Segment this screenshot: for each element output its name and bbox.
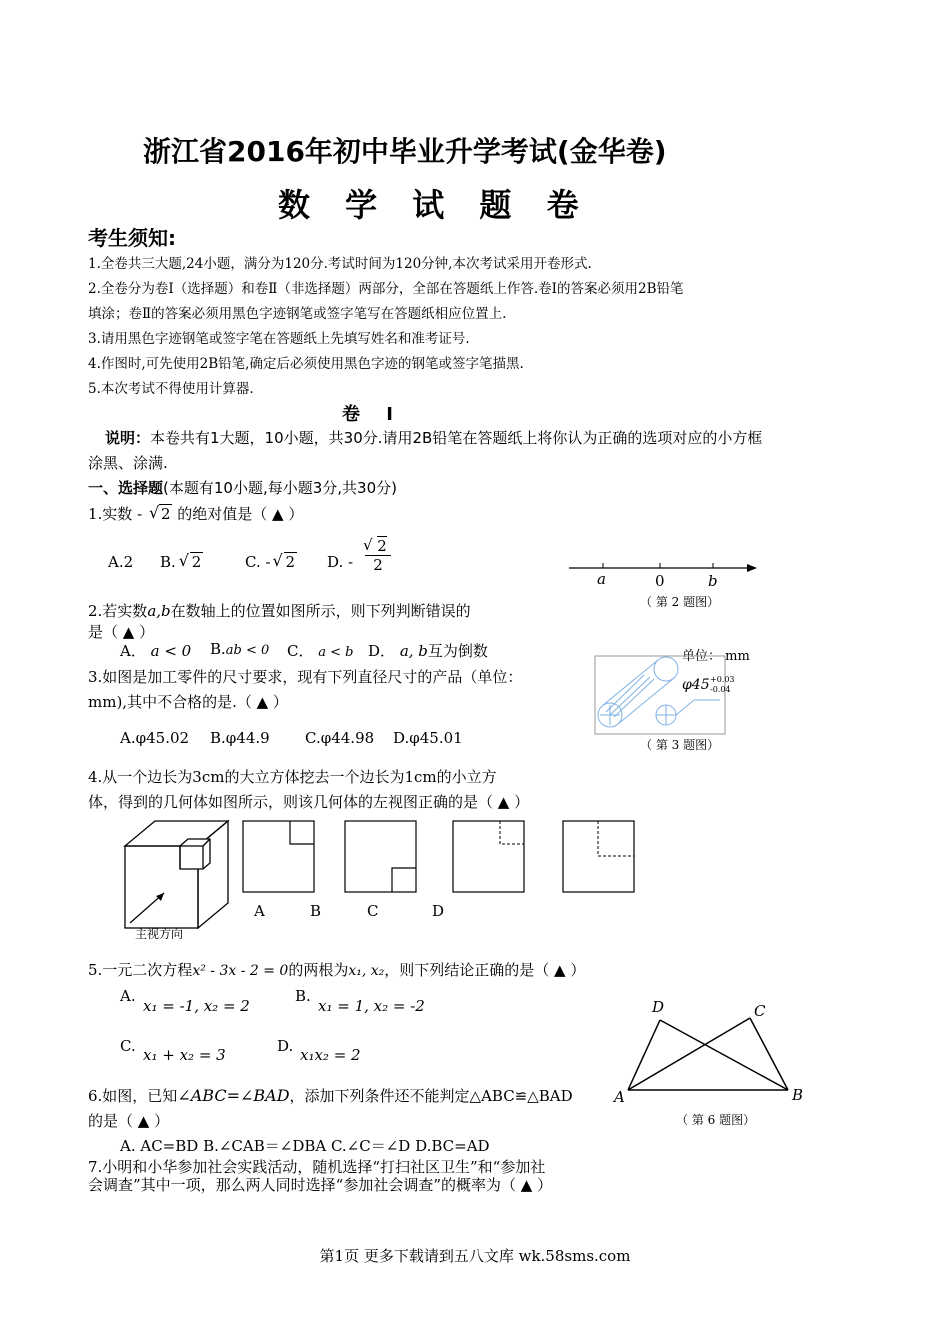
machined-part-figure: [594, 655, 726, 735]
q1-option-d: D. -: [327, 553, 354, 571]
fig3-dim-value: φ45: [682, 677, 710, 693]
triangles-figure: [620, 1010, 795, 1100]
q1-fraction-den: 2: [373, 556, 383, 574]
q2-option-c-label: C．: [287, 642, 314, 660]
q2-option-d: [368, 640, 488, 661]
option-d-view: [562, 820, 636, 894]
fig3-caption: （ 第 3 题图）: [640, 738, 720, 752]
instructions-line1: [105, 427, 762, 448]
fig2-label-a: a: [597, 570, 606, 588]
q3-option-b: B.φ44.9: [210, 729, 270, 747]
q5-option-b-expr: x₁ = 1, x₂ = -2: [318, 997, 425, 1015]
section-heading: 卷 Ⅰ: [342, 404, 403, 425]
q1-option-d-fraction: √ 2 2: [365, 537, 391, 574]
q6-options: A. AC=BD B.∠CAB＝∠DBA C.∠C＝∠D D.BC=AD: [120, 1137, 490, 1155]
q5-stem: [88, 959, 585, 980]
q5-option-d-expr: x₁x₂ = 2: [300, 1046, 361, 1064]
fig6-label-c: C: [754, 1002, 766, 1020]
q2-option-b: [210, 640, 269, 658]
q2-option-d-expr: a, b: [399, 642, 428, 660]
q4-stem-line2: 体，得到的几何体如图所示，则该几何体的左视图正确的是（ ▲ ）: [88, 793, 530, 811]
q2-option-a-expr: a < 0: [150, 642, 192, 660]
q6-stem2: ，添加下列条件还不能判定△ABC≌△BAD: [289, 1087, 573, 1105]
instructions-label: 说明：: [105, 429, 151, 447]
q1-stem-a: 1.实数 -: [88, 505, 143, 523]
q4-stem-line1: 4.从一个边长为3cm的大立方体挖去一个边长为1cm的小立方: [88, 768, 497, 786]
notice-item: 4.作图时,可先使用2B铅笔,确定后必须使用黑色字迹的钢笔或签字笔描黑.: [88, 356, 524, 372]
q1-option-b-radicand: 2: [191, 553, 202, 571]
q6-expr: ∠ABC=∠BAD: [177, 1086, 290, 1105]
q1-stem-b: 的绝对值是（ ▲ ）: [177, 505, 304, 523]
number-line-figure: [565, 553, 765, 598]
q1-radical: √ 2: [148, 503, 171, 523]
q3-option-c: C.φ44.98: [305, 729, 375, 747]
q2-vars: a,b: [147, 602, 171, 620]
notice-item: 3.请用黑色字迹钢笔或签字笔在答题纸上先填写姓名和准考证号.: [88, 331, 470, 347]
q2-stem2: 在数轴上的位置如图所示，则下列判断错误的: [170, 602, 471, 620]
q2-option-d-tail: 互为倒数: [427, 642, 488, 660]
notice-item: 5.本次考试不得使用计算器.: [88, 381, 254, 397]
q3-stem-line2: mm),其中不合格的是.（ ▲ ）: [88, 693, 288, 711]
instructions-line2: 涂黑、涂满.: [88, 454, 168, 472]
fig3-tol-down: -0.04: [710, 685, 731, 694]
q3-option-d: D.φ45.01: [393, 729, 463, 747]
fig3-tolerance: [710, 675, 735, 695]
instructions-text: 本卷共有1大题，10小题，共30分.请用2B铅笔在答题纸上将你认为正确的选项对应的小方框: [150, 429, 763, 447]
view-label-d: D: [432, 902, 445, 920]
q7-stem-line1: 7.小明和小华参加社会实践活动，随机选择“打扫社区卫生”和“参加社: [88, 1158, 546, 1176]
q6-stem-line1: [88, 1085, 573, 1106]
option-a-view: [242, 820, 316, 894]
q5-option-a-label: A.: [120, 987, 136, 1005]
fig6-label-b: B: [792, 1086, 804, 1104]
fig3-tol-up: +0.03: [710, 675, 735, 684]
exam-title: 浙江省2016年初中毕业升学考试(金华卷): [143, 135, 667, 168]
q2-option-b-label: B.: [210, 640, 226, 658]
q1-radicand: 2: [160, 505, 171, 523]
notice-item: 填涂；卷Ⅱ的答案必须用黑色字迹钢笔或签字笔写在答题纸相应位置上.: [88, 306, 507, 322]
q5-stem-a: 5.一元二次方程: [88, 961, 193, 979]
q1-option-c: C. - √ 2: [245, 551, 296, 571]
q2-option-b-expr: ab < 0: [225, 643, 270, 658]
page-footer: 第1页 更多下载请到五八文库 wk.58sms.com: [319, 1247, 631, 1265]
q2-option-c-expr: a < b: [318, 645, 354, 660]
q5-stem-b: 的两根为: [288, 961, 349, 979]
q2-option-d-label: D．: [368, 642, 396, 660]
view-label-c: C: [367, 902, 379, 920]
q5-option-d-label: D.: [277, 1037, 294, 1055]
notice-item: 1.全卷共三大题,24小题，满分为120分.考试时间为120分钟,本次考试采用开卷形式.: [88, 256, 592, 272]
q3-option-a: A.φ45.02: [120, 729, 190, 747]
q1-option-b: B. √ 2: [160, 551, 202, 571]
part-heading-rest: (本题有10小题,每小题3分,共30分): [163, 479, 397, 497]
fig3-dimension: [682, 677, 710, 693]
fig2-label-zero: 0: [655, 572, 665, 590]
q1-fraction-num: 2: [377, 537, 387, 555]
q2-option-a: [120, 640, 191, 661]
q5-roots: x₁, x₂: [348, 963, 385, 979]
exam-subtitle: 数 学 试 题 卷: [278, 186, 591, 224]
q2-stem-line1: [88, 600, 471, 621]
fig6-label-d: D: [652, 998, 665, 1016]
q5-equation: x² - 3x - 2 = 0: [192, 963, 289, 979]
q5-stem-c: ，则下列结论正确的是（ ▲ ）: [384, 961, 586, 979]
q1-stem: [88, 503, 303, 524]
q5-option-c-label: C.: [120, 1037, 136, 1055]
q5-option-c-expr: x₁ + x₂ = 3: [143, 1046, 226, 1064]
q2-stem-line2: 是（ ▲ ）: [88, 623, 155, 641]
q5-option-a-expr: x₁ = -1, x₂ = 2: [143, 997, 250, 1015]
notice-item: 2.全卷分为卷Ⅰ（选择题）和卷Ⅱ（非选择题）两部分，全部在答题纸上作答.卷Ⅰ的答案必须用2B铅笔: [88, 281, 684, 297]
fig2-caption: （ 第 2 题图）: [640, 595, 720, 609]
q6-stem1: 6.如图，已知: [88, 1087, 178, 1105]
part-heading-bold: 一、选择题: [88, 479, 164, 497]
option-b-view: [344, 820, 418, 894]
cube-figure: [120, 818, 235, 933]
q6-stem-line2: 的是（ ▲ ）: [88, 1112, 170, 1130]
notice-heading: 考生须知:: [88, 226, 176, 250]
q5-option-b-label: B.: [295, 987, 311, 1005]
part-heading: [88, 477, 397, 498]
q1-option-b-label: B.: [160, 553, 176, 571]
q1-option-c-radicand: 2: [285, 553, 296, 571]
q2-option-a-label: A．: [120, 642, 146, 660]
view-label-b: B: [310, 902, 322, 920]
fig6-caption: （ 第 6 题图）: [676, 1113, 756, 1127]
q3-stem-line1: 3.如图是加工零件的尺寸要求，现有下列直径尺寸的产品（单位：: [88, 668, 523, 686]
fig3-unit: 单位： mm: [682, 649, 750, 664]
q2-stem1: 2.若实数: [88, 602, 148, 620]
q7-stem-line2: 会调查”其中一项，那么两人同时选择“参加社会调查”的概率为（ ▲ ）: [88, 1176, 553, 1194]
fig6-label-a: A: [614, 1088, 625, 1106]
q2-option-c: [287, 640, 354, 661]
front-view-label: 主视方向: [135, 927, 184, 941]
view-label-a: A: [254, 902, 265, 920]
option-c-view: [452, 820, 526, 894]
q1-option-c-label: C. -: [245, 553, 271, 571]
q1-option-a: A.2: [108, 553, 134, 571]
fig2-label-b: b: [708, 572, 718, 590]
